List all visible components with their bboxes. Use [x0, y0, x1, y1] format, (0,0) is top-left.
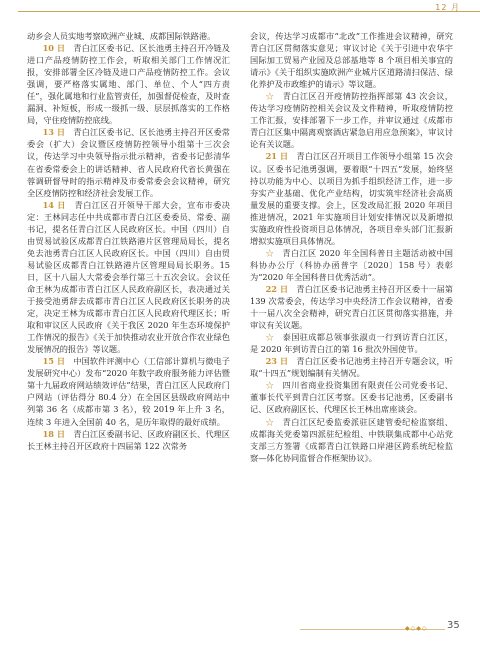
entry-date: 22 日 [265, 283, 289, 294]
entry-date: 10 日 [42, 43, 66, 54]
star-icon: ☆ [265, 247, 275, 258]
chronicle-entry [250, 30, 453, 90]
entry-text: 中国软件评测中心（工信部计算机与微电子发展研究中心）发布“2020 年数字政府服务能力评估暨第十九届政府网站绩效评估”结果，青白江区人民政府门户网站（评估得分 80.4 分）在全国区县级政府网站中列第 36 名（成都市第 3 名），较 2019 年上升 3 名，连续 3 年进入全国前 40 名，是历年取得的最好成绩。 [27, 356, 230, 427]
chronicle-entry [250, 150, 453, 246]
entry-text: 青白江区委书记池勇主持召开专题会议，听取“十四五”规划编制有关情况。 [250, 356, 453, 379]
chronicle-entry [250, 90, 453, 150]
entry-text: 会议，传达学习成都市“北改”工作推进会议精神，研究青白江区贯彻落实意见；审议讨论《关于引进中农华宇国际加工贸易产业园及总部基地等 8 个项目相关事宜的请示》《关于组织实施欧洲产业城片区道路清扫保洁、绿化养护及市政维护的请示》等议题。 [250, 31, 453, 90]
chronicle-entry [27, 30, 230, 42]
chronicle-entry [27, 199, 230, 356]
footer-ornament: ◆◇◆◇ [405, 625, 428, 632]
star-icon: ☆ [265, 91, 275, 102]
entry-date: 23 日 [265, 356, 289, 367]
left-column [27, 30, 230, 452]
star-icon: ☆ [265, 416, 275, 427]
page-header [0, 0, 480, 22]
chronicle-entry [250, 331, 453, 355]
chronicle-entry [250, 379, 453, 415]
entry-date: 21 日 [265, 151, 289, 162]
chronicle-entry [27, 42, 230, 126]
chronicle-entry [250, 416, 453, 464]
chronicle-entry [27, 428, 230, 452]
entry-text: 青白江区召开疫情防控指挥部第 43 次会议，传达学习疫情防控相关会议及文件精神，听取疫情防控工作汇报，安排部署下一步工作，并审议通过《成都市青白江区集中隔离观察酒店紧急启用应急预案》，审议讨论有关议题。 [250, 91, 453, 150]
entry-text: 青白江区纪委监委派驻区建管委纪检监察组、成都海关党委第四派驻纪检组、中铁联集成都中心站党支部三方签署《成都青白江铁路口岸港区跨系统纪检监察—体化协同监督合作框架协议》。 [250, 416, 453, 463]
chronicle-entry [250, 355, 453, 379]
entry-date: 13 日 [42, 127, 66, 138]
entry-date: 18 日 [42, 428, 66, 439]
header-month-label: 12 月 [435, 3, 460, 12]
entry-text: 动乡会人员实地考察欧洲产业城、成都国际铁路港。 [27, 31, 216, 41]
entry-date: 15 日 [42, 356, 66, 367]
right-column [250, 30, 453, 464]
entry-text: 四川省商业投资集团有限责任公司党委书记、董事长代平到青白江区考察。区委书记池勇，区委副书记、区政府副区长、代理区长王林出席座谈会。 [250, 380, 453, 415]
entry-text: 青白江区委副书记、区政府副区长、代理区长王林主持召开区政府十四届第 122 次常务 [27, 428, 230, 451]
page-number: 35 [447, 620, 460, 631]
entry-date: 14 日 [42, 199, 66, 210]
star-icon: ☆ [265, 332, 275, 343]
entry-text: 青白江区召开项目工作领导小组第 15 次会议。区委书记池勇强调，要着眼“十四五”发展，始终坚持以功能为中心、以项目为抓手组织经济工作，进一步夯实产业基础、优化产业结构，切实筑牢经济社会高质量发展的重要支撑。会上，区发改局汇报 2020 年项目推进情况，2021 年实施项目计划安排情况以及新增拟实施政府性投资项目总体情况，各项目牵头部门汇报新增拟实施项目具体情况。 [250, 151, 453, 246]
chronicle-entry [250, 283, 453, 331]
entry-text: 泰国驻成都总领事张淑贞一行到访青白江区，是 2020 年到访青白江的第 16 批次外国使节。 [250, 332, 453, 355]
entry-text: 青白江区召开领导干部大会，宣布市委决定：王林同志任中共成都市青白江区委委员、常委、副书记，提名任青白江区人民政府区长。中国（四川）自由贸易试验区成都青白江铁路港片区管理局局长，提名免去池勇青白江区人民政府区长。中国（四川）自由贸易试验区成都青白江铁路港片区管理局局长职务。15 日，区十八届人大常委会举行第三十五次会议。会议任命王林为成都市青白江区人民政府副区长，表决通过关于接受池勇辞去成都市青白江区人民政府区长职务的决定，决定王林为成都市青白江区人民政府代理区长；听取和审议区人民政府《关于我区 2020 年生态环境保护工作情况的报告》《关于加快推动农业开放合作农业绿色发展情况的报告》等议题。 [27, 199, 230, 355]
chronicle-entry [27, 126, 230, 198]
entry-text: 青白江区委书记、区长池勇主持召开冷链及进口产品疫情防控工作会，听取相关部门工作情况汇报，安排部署全区冷链及进口产品疫情防控工作。会议强调，要严格落实属地、部门、单位、个人“四方责任”，强化属地和行业监管责任，加强督促检查，及时查漏洞、补短板，形成一级抓一级、层层抓落实的工作格局，守住疫情防控底线。 [27, 43, 230, 126]
chronicle-entry [250, 247, 453, 283]
header-rule [18, 11, 480, 12]
entry-text: 青白江区委书记、区长池勇主持召开区委常委会（扩大）会议暨区疫情防控领导小组第十三次会议，传达学习中央领导指示批示精神，省委书记彭清华在省委常委会上的讲话精神、省人民政府代省长黄强在蓉调研督导时的指示精神及市委常委会会议精神，研究全区疫情防控和经济社会发展工作。 [27, 127, 230, 198]
star-icon: ☆ [265, 380, 275, 391]
entry-text: 青白江区 2020 年全国科普日主题活动被中国科协办公厅（科协办函普字〔2020〕158 号）表彰为“2020 年全国科普日优秀活动”。 [250, 247, 453, 282]
chronicle-entry [27, 355, 230, 427]
entry-text: 青白江区委书记池勇主持召开区委十一届第 139 次常委会，传达学习中央经济工作会议精神，省委十一届八次全会精神，研究青白江区贯彻落实措施，并审议有关议题。 [250, 283, 453, 331]
